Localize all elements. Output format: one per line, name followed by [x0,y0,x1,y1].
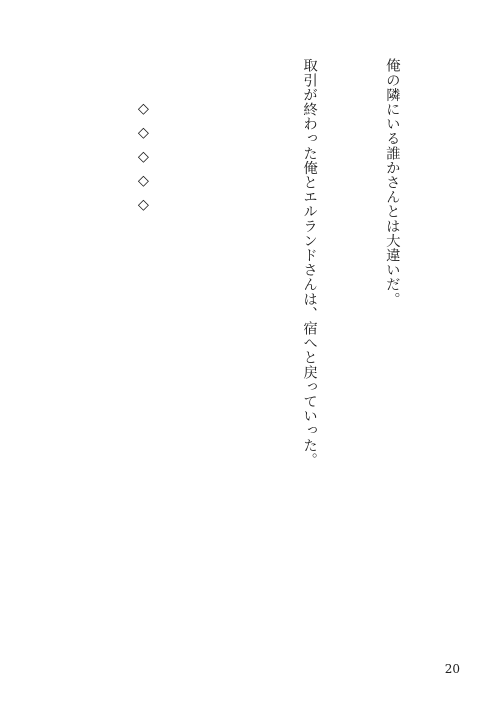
scene-break: ◇◇◇◇◇ [135,101,152,221]
text-line: 取引が終わった俺とエルランドさんは、宿へと戻っていった。 [301,58,318,468]
page-number: 20 [444,662,460,676]
text-line: 俺の隣にいる誰かさんとは大違いだ。 [383,58,400,307]
blank-line [46,44,74,504]
blank-line [212,44,240,504]
body-text [0,44,460,504]
